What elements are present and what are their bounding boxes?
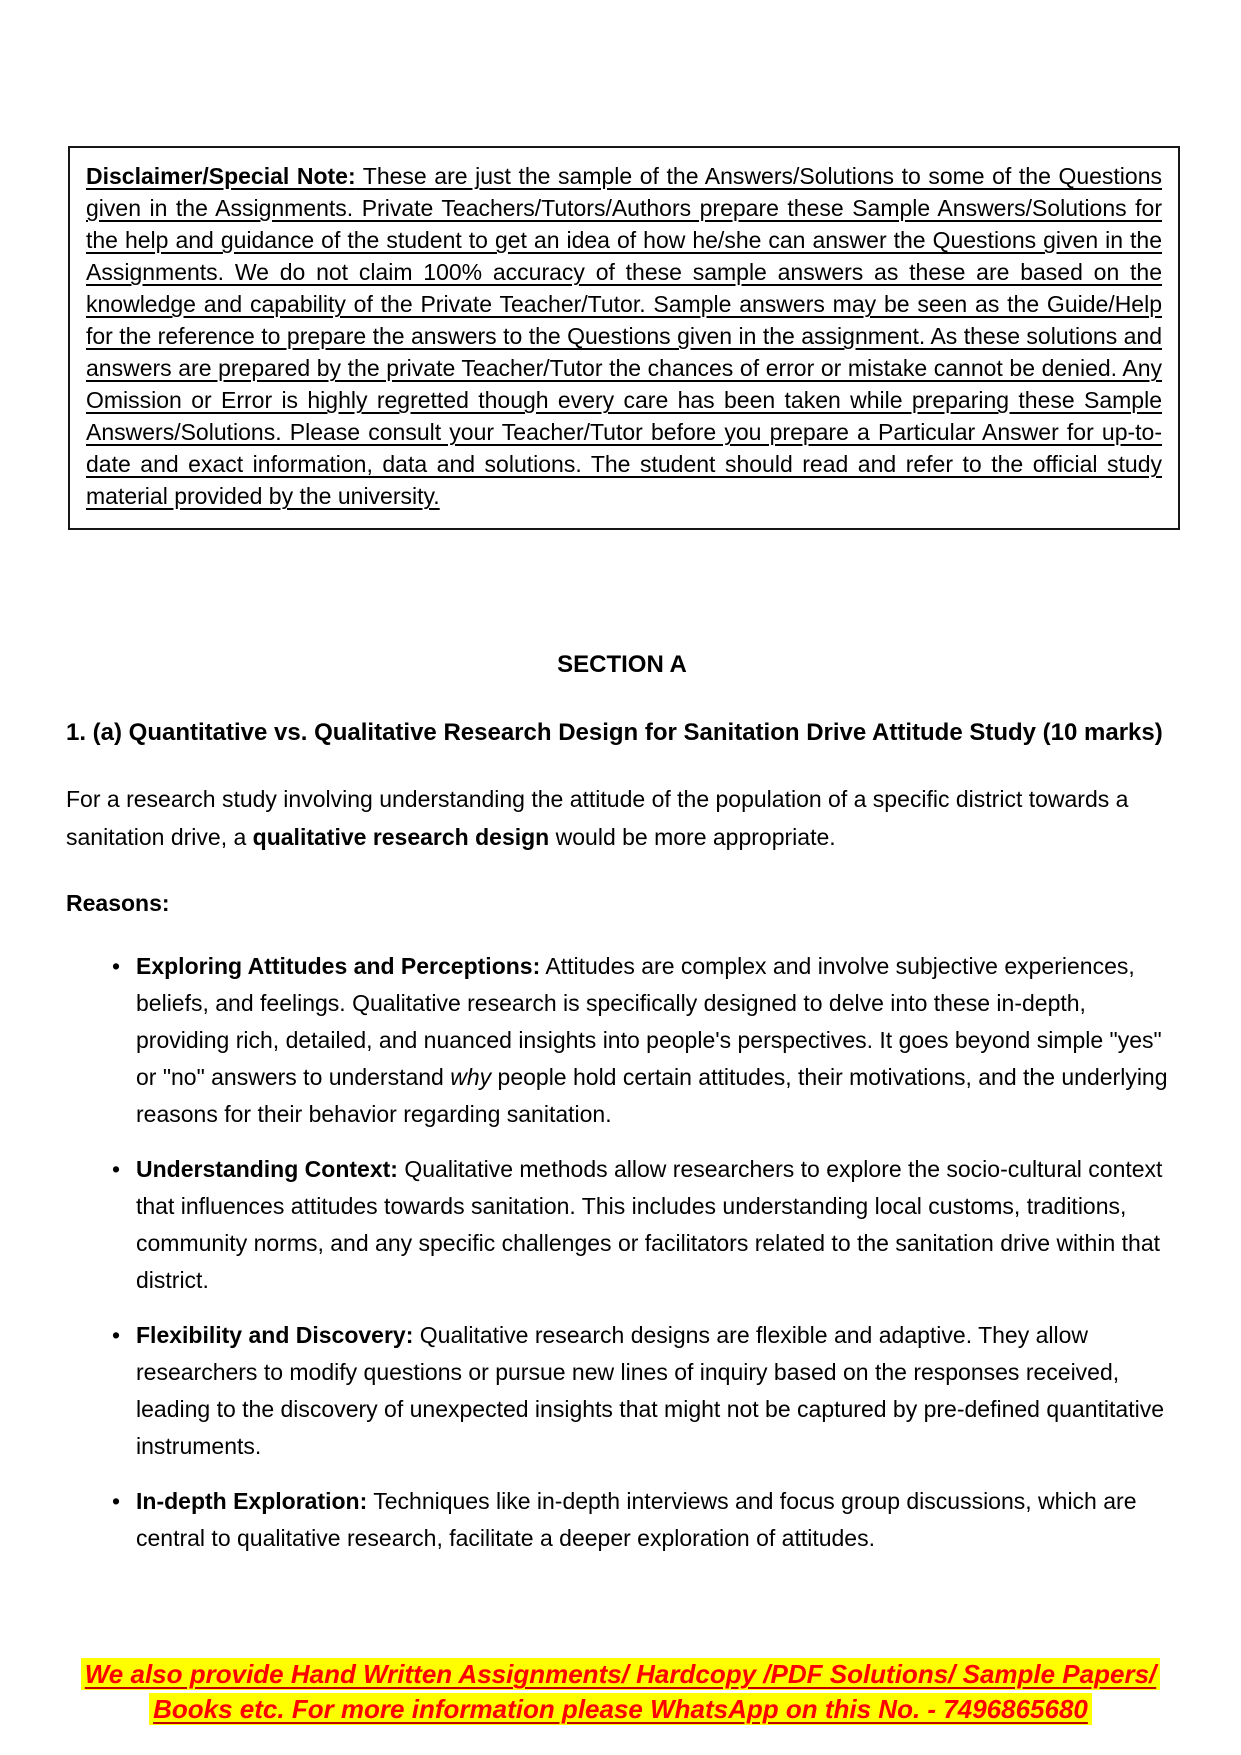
section-a-heading: SECTION A (557, 651, 687, 678)
list-item-understanding-context (112, 1151, 1178, 1299)
list-item-indepth-exploration (112, 1483, 1178, 1557)
bullet-lead: Exploring Attitudes and Perceptions: (136, 953, 541, 979)
disclaimer-box (68, 146, 1180, 530)
bullet-icon: • (112, 1156, 121, 1182)
bullet-text: Techniques like in-depth interviews and focus group discussions, which are central to qualitative research, facilitate a deeper exploration of attitudes. (136, 1488, 1137, 1551)
intro-text-pre: For a research study involving understanding the attitude of the population of a specific district towards a sanitation drive, a (66, 786, 1129, 850)
reasons-label: Reasons: (66, 890, 170, 916)
bullet-text: Attitudes are complex and involve subjective experiences, beliefs, and feelings. Qualitative research is specifically designed to delve into these in-depth, providing rich, detailed, and nuanced insights into people's perspectives. It goes beyond simple "yes" or "no" answers to understand (136, 953, 1162, 1090)
footer-banner (0, 1657, 1241, 1727)
list-item-flexibility-discovery (112, 1317, 1178, 1465)
bullet-lead: Understanding Context: (136, 1156, 398, 1182)
bullet-icon: • (112, 1488, 121, 1514)
bullet-text: people hold certain attitudes, their motivations, and the underlying reasons for their behavior regarding sanitation. (136, 1064, 1168, 1127)
bullet-text: Qualitative research designs are flexible and adaptive. They allow researchers to modify questions or pursue new lines of inquiry based on the responses received, leading to the discovery of unexpected insights that might not be captured by pre-defined quantitative instruments. (136, 1322, 1164, 1459)
intro-text-post: would be more appropriate. (549, 824, 836, 850)
bullet-text: Qualitative methods allow researchers to explore the socio-cultural context that influences attitudes towards sanitation. This includes understanding local customs, traditions, community norms, and any specific challenges or facilitators related to the sanitation drive within that district. (136, 1156, 1163, 1293)
bullet-italic-word: why (450, 1064, 492, 1090)
disclaimer-lead-label: Disclaimer/Special Note: (86, 163, 356, 189)
intro-bold-phrase: qualitative research design (252, 824, 550, 850)
bullet-lead: Flexibility and Discovery: (136, 1322, 414, 1348)
intro-paragraph (66, 780, 1178, 856)
disclaimer-text (86, 160, 1162, 512)
bullet-lead: In-depth Exploration: (136, 1488, 368, 1514)
bullet-icon: • (112, 953, 121, 979)
footer-line-1: We also provide Hand Written Assignments/ Hardcopy /PDF Solutions/ Sample Papers/ (81, 1658, 1161, 1690)
list-item-exploring-attitudes (112, 948, 1178, 1133)
reasons-list (66, 948, 1178, 1557)
disclaimer-body-text: These are just the sample of the Answers/Solutions to some of the Questions given in the Assignments. Private Teachers/Tutors/Authors prepare these Sample Answers/Solutions for the help and guidance of the student to get an idea of how he/she can answer the Questions given in the Assignments. We do not claim 100% accuracy of these sample answers as these are based on the knowledge and capability of the Private Teacher/Tutor. Sample answers may be seen as the Guide/Help for the reference to prepare the answers to the Questions given in the assignment. As these solutions and answers are prepared by the private Teacher/Tutor the chances of error or mistake cannot be denied. Any Omission or Error is highly regretted though every care has been taken while preparing these Sample Answers/Solutions. Please consult your Teacher/Tutor before you prepare a Particular Answer for up-to-date and exact information, data and solutions. The student should read and refer to the official study material provided by the university. (86, 163, 1162, 509)
bullet-icon: • (112, 1322, 121, 1348)
question-heading: 1. (a) Quantitative vs. Qualitative Research Design for Sanitation Drive Attitude Study (10 marks) (66, 719, 1163, 746)
main-content (66, 648, 1178, 1575)
footer-line-2: Books etc. For more information please WhatsApp on this No. - 7496865680 (149, 1693, 1092, 1725)
